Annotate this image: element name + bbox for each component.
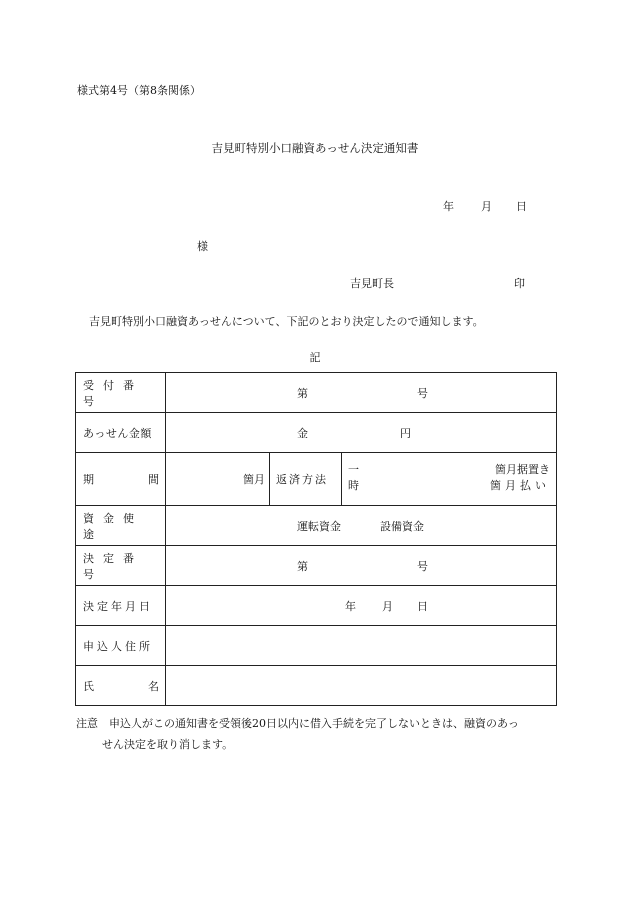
fund-purpose-label-text: 資金使途	[83, 511, 143, 541]
amount-label-cell	[76, 413, 166, 453]
loan-period-field[interactable]	[166, 453, 270, 505]
period-label-left: 期	[83, 473, 94, 486]
receipt-number-prefix: 第	[297, 386, 308, 400]
body-text: 吉見町特別小口融資あっせんについて、下記のとおり決定したので通知します。	[89, 315, 484, 328]
applicant-name-label-right: 名	[148, 679, 159, 693]
amount-prefix: 金	[297, 426, 308, 440]
decision-date-day: 日	[417, 599, 428, 613]
repayment-installment-label: 箇月払い	[490, 479, 550, 492]
repayment-lump-sum-line1: 一	[348, 463, 359, 476]
decision-date-value[interactable]	[166, 586, 557, 626]
applicant-address-label-text: 申込人住所	[83, 639, 153, 653]
period-label-right: 間	[148, 473, 159, 486]
applicant-name-label-cell	[76, 666, 166, 706]
amount-suffix: 円	[400, 426, 411, 440]
repayment-grace-label: 箇月据置き	[495, 463, 550, 476]
fund-purpose-value[interactable]	[166, 506, 557, 546]
repayment-method-label-cell	[270, 453, 342, 505]
amount-label-text: あっせん金額	[83, 426, 152, 440]
fund-purpose-row	[76, 506, 557, 546]
decision-number-prefix: 第	[297, 559, 308, 573]
decision-date-label-text: 決定年月日	[83, 599, 153, 613]
amount-label	[76, 425, 165, 441]
date-month-label: 月	[481, 200, 492, 213]
decision-number-value[interactable]	[166, 546, 557, 586]
applicant-address-label-cell	[76, 626, 166, 666]
applicant-name-row	[76, 666, 557, 706]
applicant-address-row	[76, 626, 557, 666]
date-day-label: 日	[516, 200, 527, 213]
decision-number-row	[76, 546, 557, 586]
decision-form-table	[75, 372, 557, 706]
receipt-number-value[interactable]	[166, 373, 557, 413]
document-title: 吉見町特別小口融資あっせん決定通知書	[211, 141, 419, 155]
receipt-number-label	[76, 377, 165, 409]
receipt-number-label-text: 受付番号	[83, 378, 143, 408]
decision-number-label-text: 決定番号	[83, 551, 143, 581]
repayment-method-value[interactable]	[342, 453, 557, 505]
applicant-name-label	[76, 678, 165, 694]
fund-purpose-label	[76, 510, 165, 542]
decision-date-year: 年	[345, 599, 356, 613]
decision-date-row	[76, 586, 557, 626]
decision-date-label-cell	[76, 586, 166, 626]
working-capital-option: 運転資金	[297, 519, 341, 533]
decision-number-label	[76, 550, 165, 582]
repayment-method-label: 返済方法	[276, 473, 328, 486]
applicant-address-value[interactable]	[166, 626, 557, 666]
applicant-name-value[interactable]	[166, 666, 557, 706]
period-inner-table	[166, 453, 556, 505]
period-label-cell	[76, 453, 166, 506]
period-value-cell	[166, 453, 557, 506]
repayment-lump-sum-line2: 時	[348, 479, 359, 492]
ki-heading: 記	[309, 351, 321, 364]
note-line-2: せん決定を取り消します。	[102, 738, 234, 751]
decision-date-month: 月	[382, 599, 393, 613]
receipt-number-suffix: 号	[417, 386, 428, 400]
loan-period-unit: 箇月	[243, 473, 265, 486]
addressee-suffix: 様	[197, 240, 208, 253]
period-row	[76, 453, 557, 506]
decision-number-label-cell	[76, 546, 166, 586]
receipt-number-row	[76, 373, 557, 413]
equipment-capital-option: 設備資金	[380, 519, 424, 533]
seal-mark: 印	[514, 277, 525, 290]
period-label	[76, 471, 165, 487]
issuer-name: 吉見町長	[350, 277, 394, 290]
note-line-1: 注意 申込人がこの通知書を受領後20日以内に借入手続を完了しないときは、融資のあっ	[76, 717, 519, 730]
date-year-label: 年	[443, 200, 454, 213]
decision-date-label	[76, 598, 165, 614]
applicant-address-label	[76, 638, 165, 654]
decision-number-suffix: 号	[417, 559, 428, 573]
applicant-name-label-left: 氏	[83, 679, 94, 693]
amount-value[interactable]	[166, 413, 557, 453]
fund-purpose-label-cell	[76, 506, 166, 546]
receipt-number-label-cell	[76, 373, 166, 413]
form-number: 様式第4号（第8条関係）	[77, 84, 201, 97]
amount-row	[76, 413, 557, 453]
